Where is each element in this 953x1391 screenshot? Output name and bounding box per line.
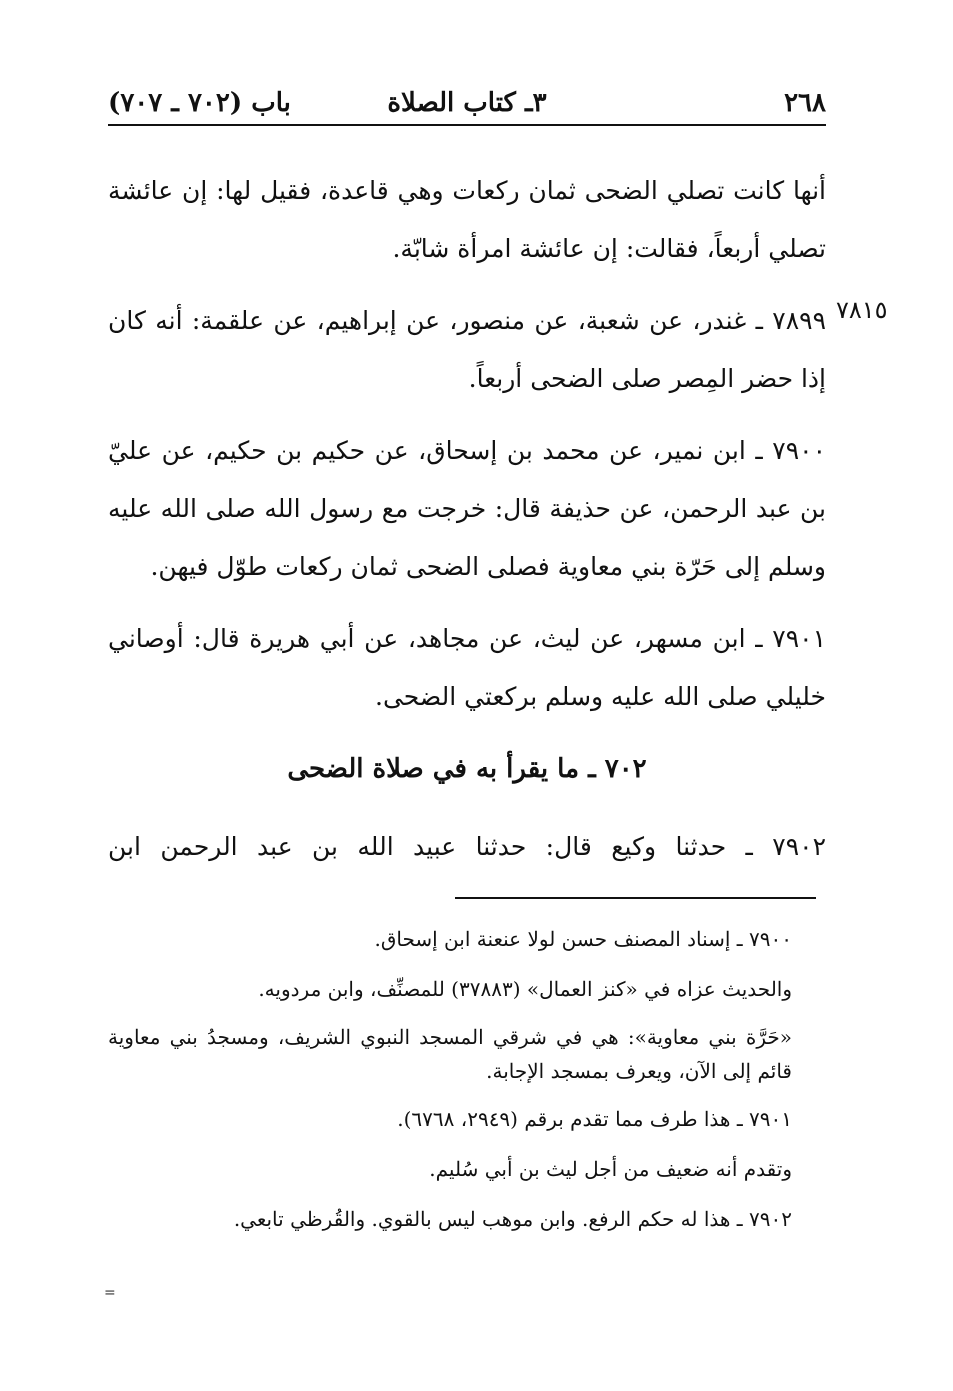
corner-mark: =: [104, 1285, 116, 1301]
book-title: ٣ـ كتاب الصلاة: [387, 88, 547, 118]
main-text: [108, 162, 826, 890]
page-number: ٢٦٨: [784, 88, 826, 118]
footnote: «حَرَّة بني معاوية»: هي في شرقي المسجد النبوي الشريف، ومسجدُ بني معاوية قائم إلى الآن، ويعرف بمسجد الإجابة.: [108, 1025, 792, 1083]
paragraph: أنها كانت تصلي الضحى ثمان ركعات وهي قاعدة، فقيل لها: إن عائشة تصلي أربعاً، فقالت: إن عائشة امرأة شابّة.: [108, 176, 826, 263]
margin-reference-number: ٧٨١٥: [836, 296, 888, 324]
chapter-range: باب (٧٠٢ ـ ٧٠٧): [108, 88, 291, 118]
footnote: وتقدم أنه ضعيف من أجل ليث بن أبي سُليم.: [429, 1157, 792, 1181]
paragraph: ٧٩٠٢ ـ حدثنا وكيع قال: حدثنا عبيد الله بن عبد الرحمن ابن: [108, 832, 826, 861]
footnote: ٧٩٠١ ـ هذا طرف مما تقدم برقم (٢٩٤٩، ٦٧٦٨).: [397, 1107, 792, 1131]
header-rule: [108, 124, 826, 126]
footnote: والحديث عزاه في «كنز العمال» (٣٧٨٨٣) للمصنِّف، وابن مردويه.: [258, 977, 792, 1001]
paragraph: ٧٨٩٩ ـ غندر، عن شعبة، عن منصور، عن إبراهيم، عن علقمة: أنه كان إذا حضر المِصر صلى الضحى أربعاً.: [108, 306, 826, 393]
footnotes: [108, 920, 826, 1250]
section-heading: ٧٠٢ ـ ما يقرأ به في صلاة الضحى: [287, 754, 647, 784]
footnote-separator: [455, 897, 816, 899]
paragraph: ٧٩٠١ ـ ابن مسهر، عن ليث، عن مجاهد، عن أبي هريرة قال: أوصاني خليلي صلى الله عليه وسلم بركعتي الضحى.: [108, 624, 826, 711]
page-header: [108, 82, 826, 126]
footnote: ٧٩٠٠ ـ إسناد المصنف حسن لولا عنعنة ابن إسحاق.: [374, 927, 792, 951]
paragraph: ٧٩٠٠ ـ ابن نمير، عن محمد بن إسحاق، عن حكيم بن حكيم، عن عليّ بن عبد الرحمن، عن حذيفة قال: خرجت مع رسول الله صلى الله عليه وسلم إلى حَرّة بني معاوية فصلى الضحى ثمان ركعات طوّل فيهن.: [108, 436, 826, 581]
footnote: ٧٩٠٢ ـ هذا له حكم الرفع. وابن موهب ليس بالقوي. والقُرظي تابعي.: [233, 1207, 792, 1231]
